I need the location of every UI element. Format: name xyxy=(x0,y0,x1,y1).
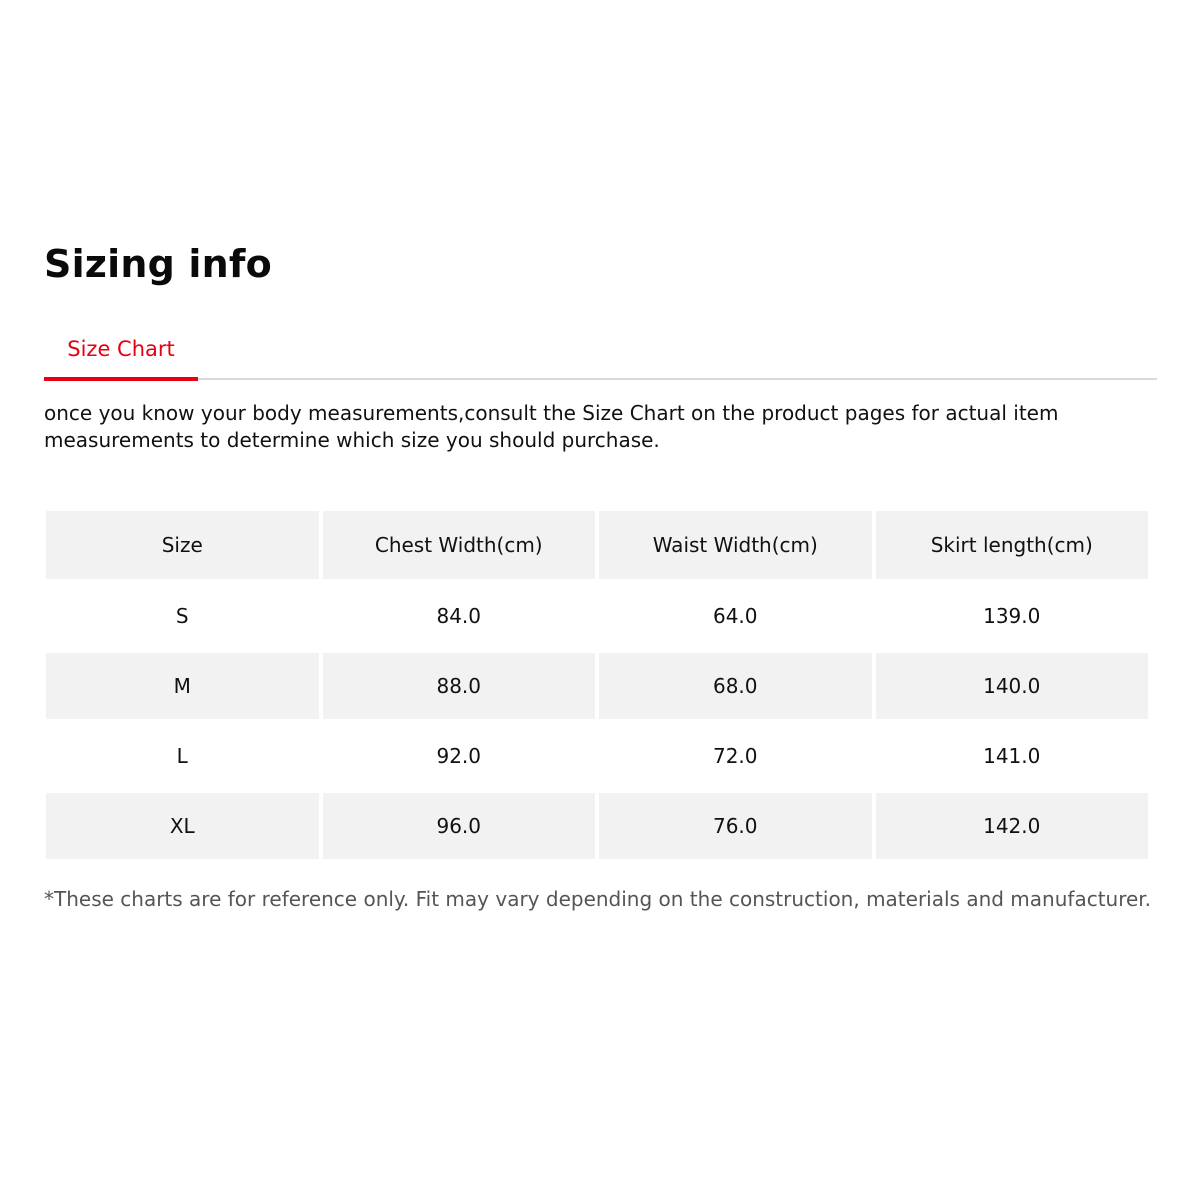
cell-chest-width: 84.0 xyxy=(436,604,482,628)
tab-size-chart[interactable]: Size Chart xyxy=(44,318,198,380)
intro-text: once you know your body measurements,consult the Size Chart on the product pages for actual item measurements to determine which size you should purchase. xyxy=(44,401,1059,452)
cell-waist-width: 76.0 xyxy=(599,793,872,859)
cell-skirt-length: 140.0 xyxy=(876,653,1149,719)
tab-bar xyxy=(44,318,1157,380)
cell-chest-width: 92.0 xyxy=(436,744,482,768)
disclaimer-note: *These charts are for reference only. Fit may vary depending on the construction, materials and manufacturer. xyxy=(44,887,1152,911)
table-row xyxy=(46,793,1148,859)
cell-skirt-length: 141.0 xyxy=(983,744,1041,768)
table-row xyxy=(46,579,1148,653)
table-row xyxy=(46,653,1148,719)
cell-skirt-length: 142.0 xyxy=(876,793,1149,859)
cell-skirt-length: 139.0 xyxy=(983,604,1041,628)
tab-divider xyxy=(44,378,1157,380)
cell-size: M xyxy=(46,653,319,719)
column-header-size: Size xyxy=(46,511,319,579)
page-title: Sizing info xyxy=(44,242,272,286)
cell-waist-width: 72.0 xyxy=(712,744,758,768)
cell-waist-width: 68.0 xyxy=(599,653,872,719)
cell-chest-width: 88.0 xyxy=(323,653,596,719)
column-header-waist-width: Waist Width(cm) xyxy=(599,511,872,579)
table-header-row xyxy=(46,511,1148,579)
cell-size: S xyxy=(175,604,189,628)
column-header-chest-width: Chest Width(cm) xyxy=(323,511,596,579)
cell-chest-width: 96.0 xyxy=(323,793,596,859)
table-row xyxy=(46,719,1148,793)
cell-waist-width: 64.0 xyxy=(712,604,758,628)
column-header-skirt-length: Skirt length(cm) xyxy=(876,511,1149,579)
cell-size: L xyxy=(176,744,188,768)
cell-size: XL xyxy=(46,793,319,859)
size-chart-table xyxy=(42,511,1152,859)
tab-secondary[interactable] xyxy=(220,318,420,380)
